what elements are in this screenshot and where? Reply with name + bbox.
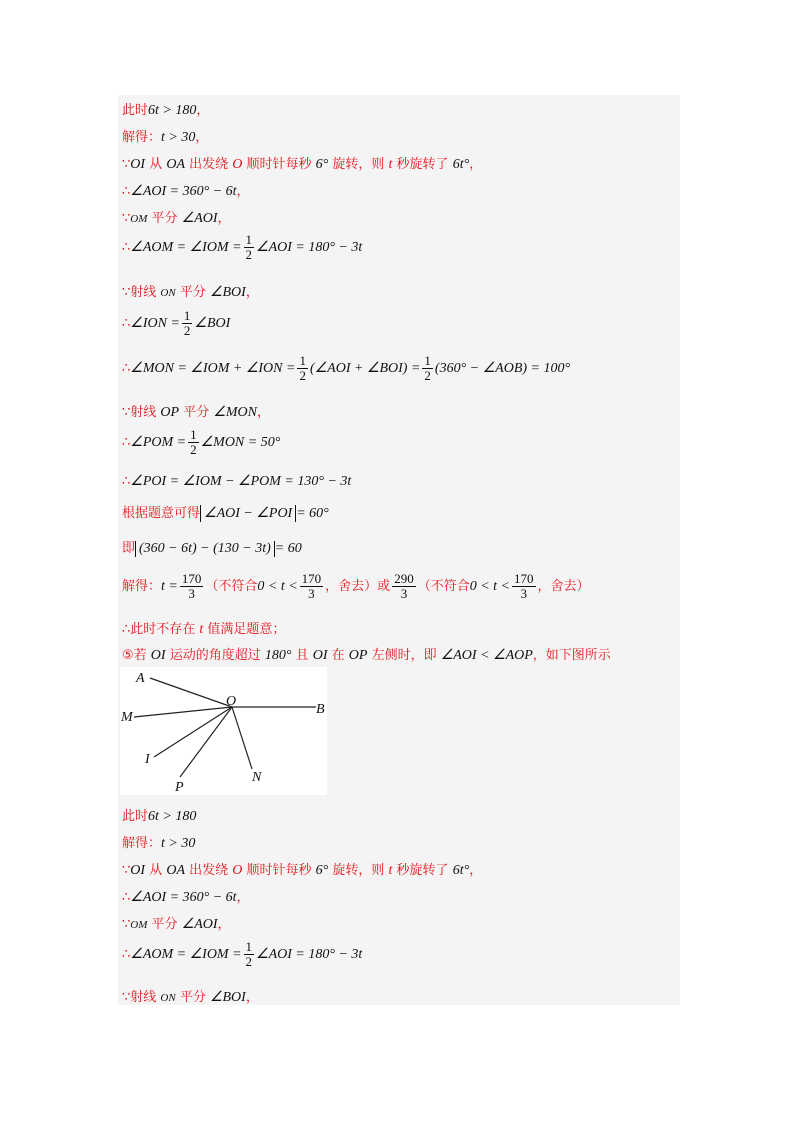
label-m: M	[121, 710, 133, 725]
therefore-symbol: ∴	[122, 474, 131, 489]
denominator: 3	[400, 586, 408, 601]
math-expr: ∠AOM = ∠IOM =	[130, 240, 242, 255]
line-on-bisect	[122, 281, 259, 301]
math-expr: ∠AOI = 360° − 6t	[130, 184, 237, 199]
text: ∴此时不存在	[122, 622, 200, 637]
text-label: 解得：	[122, 836, 162, 851]
text-label: 解得：	[122, 579, 162, 594]
text: 平分	[175, 285, 210, 300]
line-solutions	[122, 572, 590, 601]
math-var: ∠BOI	[209, 285, 246, 300]
numerator: 1	[424, 353, 431, 368]
punct: ，	[245, 285, 259, 300]
math-expr: = 60	[274, 541, 302, 556]
therefore-symbol: ∴	[122, 184, 131, 199]
punct: ，	[196, 103, 210, 118]
numerator: 170	[514, 571, 534, 586]
math-expr: = 60°	[296, 506, 329, 521]
math-expr: (360° − ∠AOB) = 100°	[434, 361, 571, 376]
label-o: O	[226, 694, 237, 709]
math-var: OA	[166, 157, 185, 172]
punct: ，	[236, 184, 250, 199]
line-pom	[122, 428, 280, 457]
fraction	[300, 572, 324, 601]
math-var: OI	[312, 648, 328, 663]
line-solve-2	[122, 832, 195, 852]
therefore-symbol: ∴	[122, 947, 131, 962]
denominator: 2	[245, 954, 253, 969]
line-equation	[122, 537, 302, 557]
line-aoi-2	[122, 886, 250, 906]
label-i: I	[145, 752, 150, 767]
math-var: ∠AOI	[181, 211, 218, 226]
math-expr: ∠AOI = 360° − 6t	[130, 890, 237, 905]
text: ∵射线	[122, 990, 161, 1005]
text: （不符合	[205, 579, 258, 594]
text: ∵射线	[122, 285, 161, 300]
numerator: 1	[245, 939, 253, 954]
math-expr: 6t > 180	[148, 809, 197, 824]
math-expr: (∠AOI + ∠BOI) =	[309, 361, 421, 376]
ray-diagram	[120, 667, 327, 795]
ray-oa	[150, 678, 232, 707]
therefore-symbol: ∴	[122, 890, 131, 905]
fraction	[422, 354, 433, 383]
math-expr: 0 < t <	[257, 579, 298, 594]
text-label: 即	[122, 541, 136, 556]
math-var: OM	[130, 213, 148, 225]
math-var: 6t°	[452, 863, 470, 878]
text: 从	[145, 157, 167, 172]
text: 出发绕	[185, 863, 233, 878]
fraction	[392, 572, 416, 601]
math-expr: ∠MON = 50°	[200, 435, 281, 450]
denominator: 3	[308, 586, 315, 601]
math-var: OM	[130, 919, 148, 931]
text: 平分	[175, 990, 210, 1005]
line-solve	[122, 126, 208, 146]
text-label: 此时	[122, 103, 149, 118]
text: 秒旋转了	[392, 863, 453, 878]
numerator: 170	[181, 571, 202, 586]
text: 从	[145, 863, 167, 878]
line-aoi	[122, 180, 250, 200]
numerator: 170	[301, 571, 322, 586]
denominator: 2	[183, 323, 191, 338]
math-var: OI	[130, 157, 146, 172]
punct: ，	[245, 990, 259, 1005]
because-symbol: ∵	[122, 917, 131, 932]
punct: ，	[217, 917, 231, 932]
denominator: 2	[424, 368, 431, 383]
math-var: t	[388, 863, 393, 878]
text: 旋转，则	[328, 157, 389, 172]
label-a: A	[136, 671, 145, 686]
math-var: 6°	[315, 863, 329, 878]
math-var: ∠AOI	[181, 917, 218, 932]
label-n: N	[252, 770, 262, 785]
line-op-bisect	[122, 401, 270, 421]
ray-on	[232, 707, 252, 769]
math-var: OI	[150, 648, 166, 663]
fraction	[297, 354, 308, 383]
text-label: 根据题意可得	[122, 506, 201, 521]
absolute-value: (360 − 6t) − (130 − 3t)	[135, 541, 275, 557]
math-var: OP	[160, 405, 180, 420]
math-var: ON	[160, 287, 176, 299]
fraction	[188, 428, 199, 457]
because-symbol: ∵	[122, 211, 131, 226]
text: （不符合	[417, 579, 470, 594]
punct: ，	[217, 211, 231, 226]
math-expr: t > 30	[161, 836, 196, 851]
because-symbol: ∵	[122, 157, 131, 172]
text: 在	[327, 648, 349, 663]
ray-oi	[154, 707, 232, 757]
math-var: t	[388, 157, 393, 172]
text: 秒旋转了	[392, 157, 453, 172]
math-expr: t =	[161, 579, 178, 594]
denominator: 2	[190, 442, 197, 457]
fraction	[244, 940, 255, 969]
fraction	[180, 572, 204, 601]
punct: ，	[469, 863, 483, 878]
math-expr: ∠MON = ∠IOM + ∠ION =	[130, 361, 296, 376]
text: ，舍去）	[537, 579, 590, 594]
therefore-symbol: ∴	[122, 240, 131, 255]
numerator: 1	[299, 353, 306, 368]
math-var: OI	[130, 863, 146, 878]
text: ，舍去）或	[325, 579, 391, 594]
math-expr: ∠ION =	[130, 316, 180, 331]
therefore-symbol: ∴	[122, 435, 131, 450]
text: 顺时针每秒	[242, 157, 316, 172]
fraction	[244, 233, 255, 262]
text: 旋转，则	[328, 863, 389, 878]
label-p: P	[175, 780, 184, 795]
math-var: ON	[160, 992, 176, 1004]
math-var: 6°	[315, 157, 329, 172]
fraction	[512, 572, 536, 601]
line-rotation-2	[122, 859, 482, 879]
text: 且	[291, 648, 313, 663]
math-var: ∠MON	[213, 405, 258, 420]
math-var: OP	[348, 648, 368, 663]
label-b: B	[316, 702, 325, 717]
denominator: 2	[245, 247, 253, 262]
math-expr: ∠AOM = ∠IOM =	[130, 947, 242, 962]
numerator: 290	[394, 571, 414, 586]
text-label: 解得：	[122, 130, 162, 145]
punct: ，	[469, 157, 483, 172]
line-condition-abs	[122, 502, 329, 522]
line-case5	[122, 644, 611, 664]
math-var: 180°	[264, 648, 292, 663]
text: ∵射线	[122, 405, 161, 420]
punct: ，	[257, 405, 271, 420]
math-expr: 0 < t <	[469, 579, 510, 594]
text: 左侧时，即	[367, 648, 441, 663]
math-expr: 6t > 180	[148, 103, 197, 118]
math-var: 6t°	[452, 157, 470, 172]
line-mon	[122, 354, 570, 383]
math-expr: ∠POM =	[130, 435, 187, 450]
math-expr: ∠AOI < ∠AOP	[440, 648, 533, 663]
therefore-symbol: ∴	[122, 316, 131, 331]
ray-op	[180, 707, 232, 777]
text-label: 此时	[122, 809, 149, 824]
ray-diagram-svg	[120, 667, 327, 795]
line-om-bisect-2	[122, 913, 231, 933]
line-on-bisect-2	[122, 986, 259, 1006]
math-var: OA	[166, 863, 185, 878]
math-expr: t > 30	[161, 130, 196, 145]
line-aom	[122, 233, 362, 262]
text: 平分	[179, 405, 214, 420]
math-expr: ∠AOI = 180° − 3t	[256, 947, 363, 962]
numerator: 1	[245, 232, 253, 247]
numerator: 1	[183, 308, 191, 323]
text: ⑤若	[122, 648, 151, 663]
denominator: 3	[188, 586, 195, 601]
because-symbol: ∵	[122, 863, 131, 878]
therefore-symbol: ∴	[122, 361, 131, 376]
fraction	[182, 309, 193, 338]
text: 出发绕	[185, 157, 233, 172]
line-aom-2	[122, 940, 362, 969]
text: ，如下图所示	[532, 648, 611, 663]
numerator: 1	[190, 427, 197, 442]
denominator: 3	[520, 586, 527, 601]
line-condition-2	[122, 805, 196, 825]
punct: ，	[195, 130, 209, 145]
absolute-value: ∠AOI − ∠POI	[200, 505, 296, 522]
line-om-bisect	[122, 207, 231, 227]
text: 平分	[147, 917, 182, 932]
math-expr: ∠POI = ∠IOM − ∠POM = 130° − 3t	[130, 474, 352, 489]
denominator: 2	[299, 368, 306, 383]
text: 顺时针每秒	[242, 863, 316, 878]
math-expr: ∠BOI	[194, 316, 231, 331]
line-ion	[122, 309, 230, 338]
line-no-solution	[122, 618, 285, 638]
text: 运动的角度超过	[165, 648, 265, 663]
ray-om	[134, 707, 232, 717]
line-condition	[122, 99, 209, 119]
math-var: ∠BOI	[209, 990, 246, 1005]
line-poi	[122, 473, 351, 490]
line-rotation	[122, 153, 482, 173]
math-var: O	[232, 157, 243, 172]
math-var: O	[232, 863, 243, 878]
math-var: t	[199, 622, 204, 637]
punct: ，	[236, 890, 250, 905]
text: 值满足题意；	[203, 622, 286, 637]
math-expr: ∠AOI = 180° − 3t	[256, 240, 363, 255]
text: 平分	[147, 211, 182, 226]
